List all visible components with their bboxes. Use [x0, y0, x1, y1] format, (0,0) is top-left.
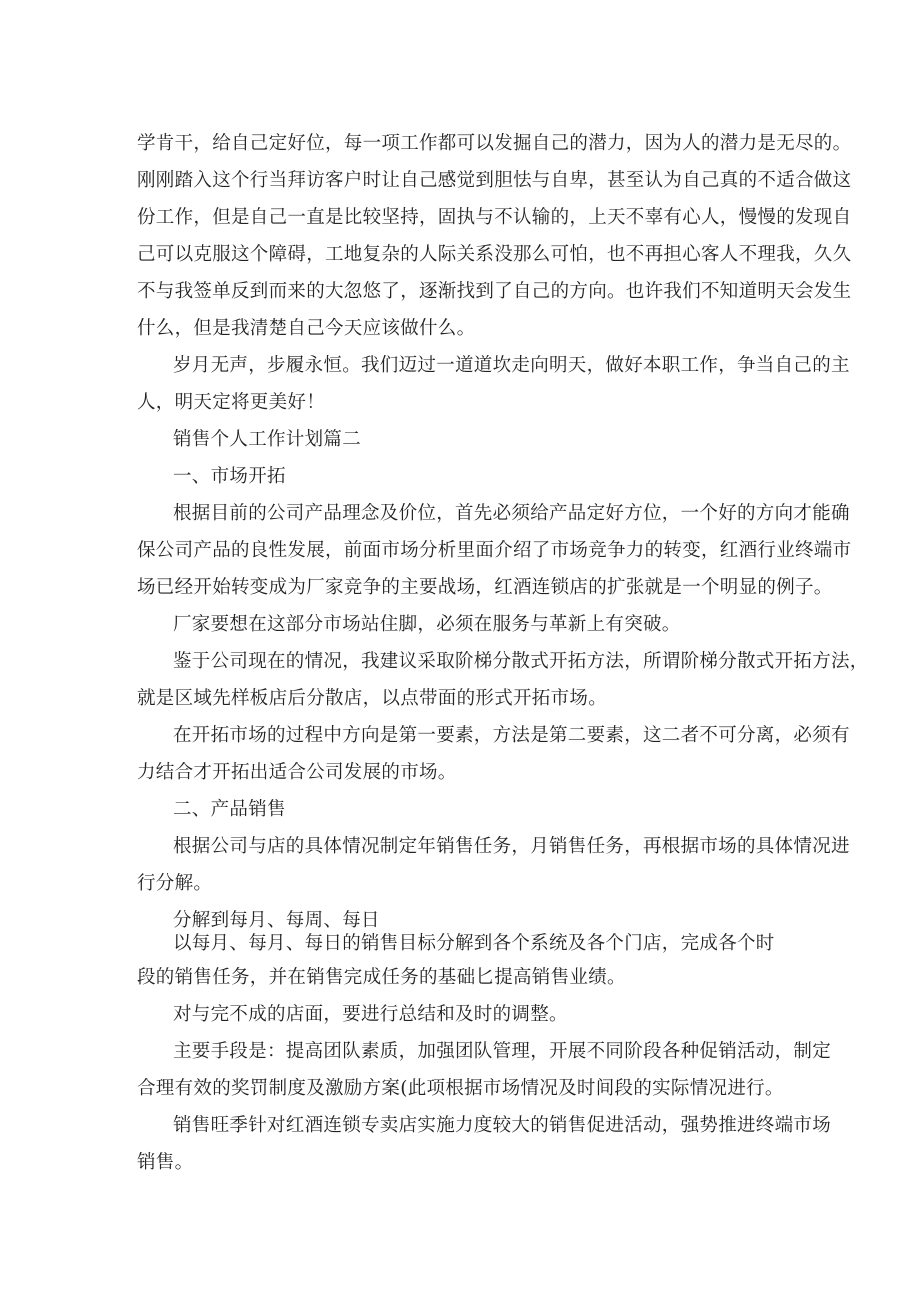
text-line: 销售旺季针对红酒连锁专卖店实施力度较大的销售促进活动，强势推进终端市场 — [173, 1115, 832, 1136]
text-line: 鉴于公司现在的情况，我建议采取阶梯分散式开拓方法，所谓阶梯分散式开拓方法， — [173, 651, 869, 672]
text-line: 在开拓市场的过程中方向是第一要素，方法是第二要素，这二者不可分离，必须有 — [173, 725, 850, 746]
text-line: 保公司产品的良性发展，前面市场分析里面介绍了市场竞争力的转变，红酒行业终端市 — [137, 540, 852, 561]
text-line: 段的销售任务，并在销售完成任务的基础匕提高销售业绩。 — [137, 967, 626, 988]
text-line: 以每月、每月、每日的销售目标分解到各个系统及各个门店，完成各个时 — [173, 933, 775, 954]
text-line: 就是区域先样板店后分散店，以点带面的形式开拓市场。 — [137, 688, 608, 709]
text-line: 己可以克服这个障碍，工地复杂的人际关系没那么可怕，也不再担心客人不理我，久久 — [137, 244, 852, 265]
text-line: 不与我签单反到而来的大忽悠了，逐渐找到了自己的方向。也许我们不知道明天会发生 — [137, 281, 852, 302]
text-line: 销售。 — [137, 1152, 194, 1173]
section-heading: 销售个人工作计划篇二 — [173, 429, 362, 450]
text-line: 力结合才开拓出适合公司发展的市场。 — [137, 762, 457, 783]
text-line: 学肯干，给自己定好位，每一项工作都可以发掘自己的潜力，因为人的潜力是无尽的。 — [137, 133, 852, 154]
text-line: 根据公司与店的具体情况制定年销售任务，月销售任务，再根据市场的具体情况进 — [173, 836, 850, 857]
text-line: 分解到每月、每周、每日 — [173, 910, 380, 931]
text-line: 场已经开始转变成为厂家竞争的主要战场，红酒连锁店的扩张就是一个明显的例子。 — [137, 577, 833, 598]
text-line: 人，明天定将更美好！ — [137, 392, 326, 413]
section-heading: 一、市场开拓 — [173, 466, 286, 487]
text-line: 主要手段是：提高团队素质，加强团队管理，开展不同阶段各种促销活动，制定 — [173, 1041, 832, 1062]
text-line: 岁月无声，步履永恒。我们迈过一道道坎走向明天，做好本职工作，争当自己的主 — [173, 355, 850, 376]
text-line: 行分解。 — [137, 873, 213, 894]
text-line: 根据目前的公司产品理念及价位，首先必须给产品定好方位，一个好的方向才能确 — [173, 503, 850, 524]
text-line: 厂家要想在这部分市场站住脚，必须在服务与革新上有突破。 — [173, 614, 681, 635]
text-line: 什么，但是我清楚自己今天应该做什么。 — [137, 318, 476, 339]
section-heading: 二、产品销售 — [173, 799, 286, 820]
text-line: 对与完不成的店面，要进行总结和及时的调整。 — [173, 1004, 568, 1025]
text-line: 合理有效的奖罚制度及激励方案(此项根据市场情况及时间段的实际情况进行。 — [137, 1078, 784, 1099]
text-line: 刚刚踏入这个行当拜访客户时让自己感觉到胆怯与自卑，甚至认为自己真的不适合做这 — [137, 170, 852, 191]
text-line: 份工作，但是自己一直是比较坚持，固执与不认输的，上天不辜有心人，慢慢的发现自 — [137, 207, 852, 228]
